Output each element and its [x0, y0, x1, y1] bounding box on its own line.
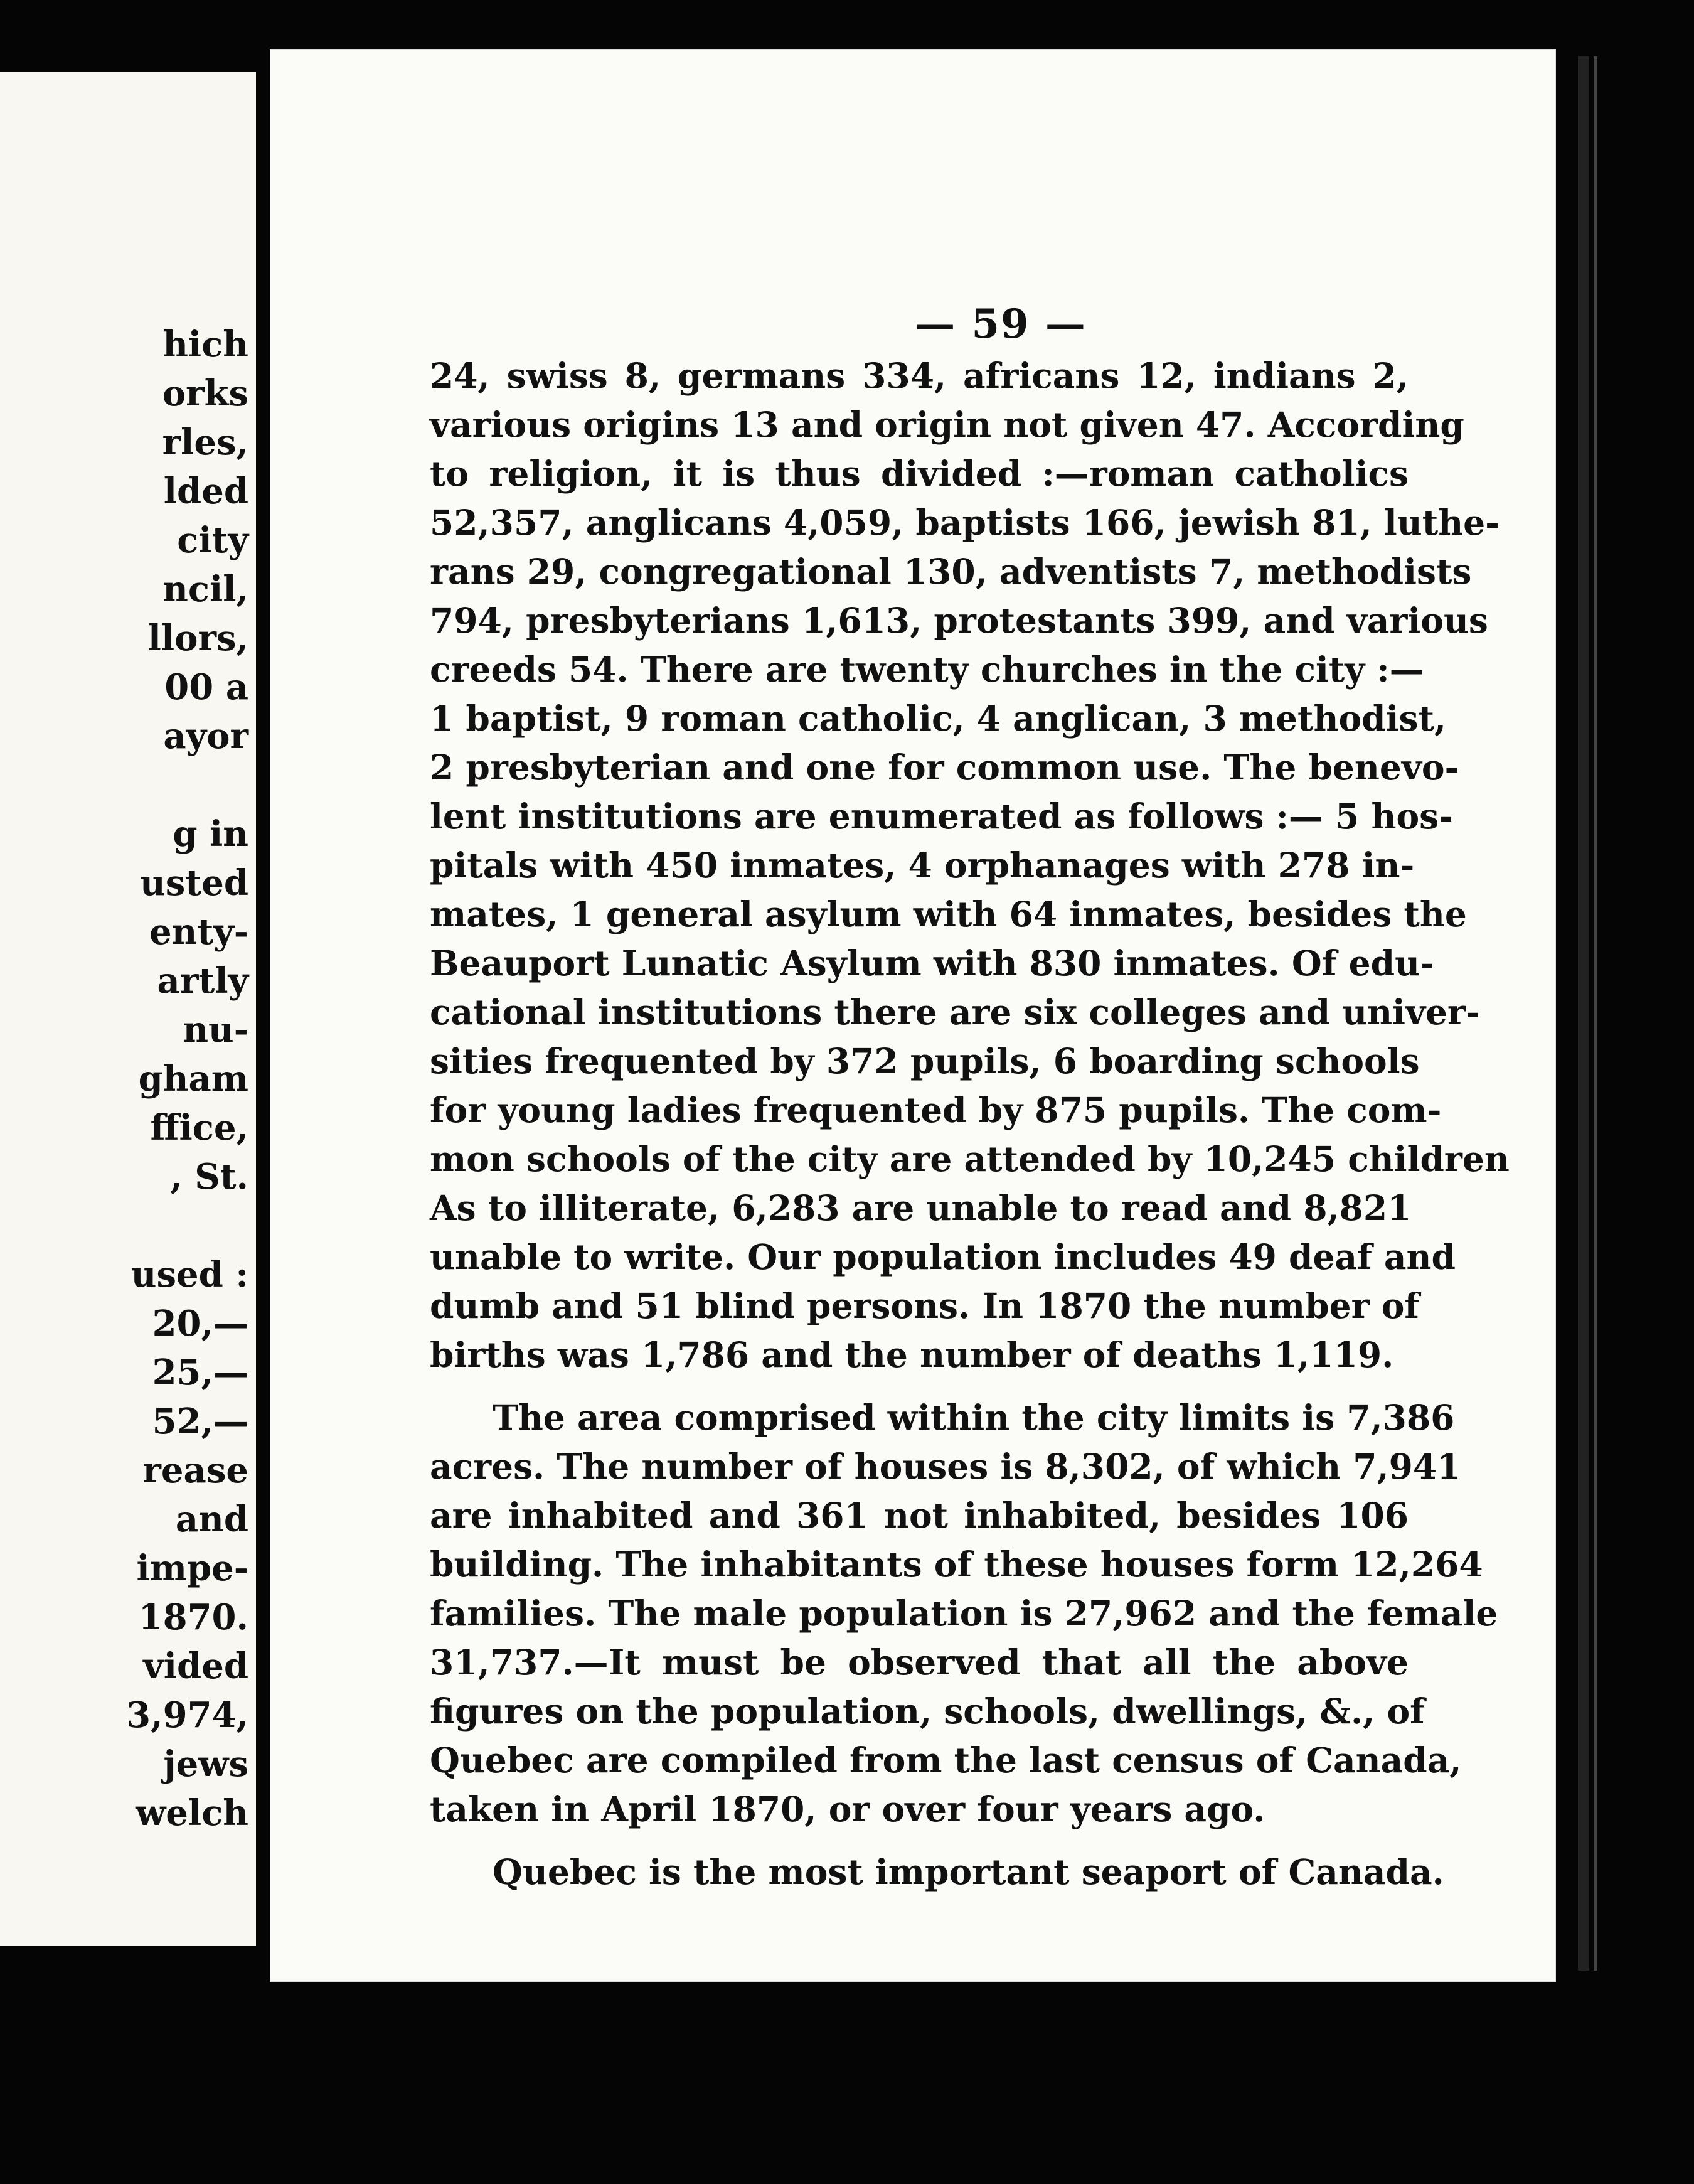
binding-edge [1578, 56, 1589, 1971]
text-line: cational institutions there are six colleges and univer- [430, 992, 1480, 1032]
text-line: families. The male population is 27,962 and the female [430, 1593, 1498, 1634]
text-line: sities frequented by 372 pupils, 6 boarding schools [430, 1041, 1420, 1081]
text-line: various origins 13 and origin not given 47. According [430, 404, 1464, 445]
left-page-line: 3,974, [126, 1694, 248, 1736]
left-page-line: lded [163, 471, 248, 512]
left-page-line: 25,— [152, 1352, 248, 1393]
left-page-line: rease [142, 1450, 248, 1491]
text-line: for young ladies frequented by 875 pupils. The com- [430, 1089, 1442, 1130]
text-line: mates, 1 general asylum with 64 inmates, besides the [430, 894, 1467, 934]
text-line: acres. The number of houses is 8,302, of which 7,941 [430, 1446, 1461, 1487]
text-line: pitals with 450 inmates, 4 orphanages with 278 in- [430, 845, 1415, 886]
main-text-block [430, 300, 1510, 1897]
left-page-line: impe- [136, 1548, 248, 1589]
left-page-line: ncil, [162, 569, 248, 610]
left-page-fragment [0, 72, 256, 1946]
text-line: Beauport Lunatic Asylum with 830 inmates. Of edu- [430, 943, 1434, 983]
text-line: The area comprised within the city limits is 7,386 [493, 1397, 1455, 1438]
left-page-line: llors, [147, 618, 248, 659]
text-line: 794, presbyterians 1,613, protestants 399, and various [430, 600, 1488, 641]
left-page-line: orks [162, 373, 248, 414]
left-page-line: 1870. [138, 1597, 248, 1638]
left-page-line: hich [162, 324, 248, 365]
text-line: figures on the population, schools, dwellings, &., of [430, 1691, 1425, 1732]
left-page-line: ayor [163, 715, 248, 757]
text-line: unable to write. Our population includes 49 deaf and [430, 1236, 1456, 1277]
paragraph-2 [430, 1393, 1498, 1834]
left-page-line: welch [136, 1792, 248, 1834]
text-line: Quebec are compiled from the last census of Canada, [430, 1740, 1462, 1780]
text-line: 52,357, anglicans 4,059, baptists 166, jewish 81, luthe- [430, 502, 1500, 543]
left-page-line: 52,— [152, 1401, 248, 1442]
left-page-line: nu- [183, 1009, 248, 1051]
left-page-line: usted [140, 862, 248, 904]
text-line: 24, swiss 8, germans 334, africans 12, indians 2, [430, 355, 1409, 396]
left-page-line: jews [163, 1743, 248, 1785]
text-line: taken in April 1870, or over four years ago. [430, 1789, 1265, 1829]
left-page-line: vided [143, 1646, 248, 1687]
text-line: lent institutions are enumerated as follows :— 5 hos- [430, 796, 1453, 837]
left-page-line: g in [173, 813, 248, 855]
left-page-line: , St. [170, 1156, 248, 1197]
text-line: to religion, it is thus divided :—roman catholics [430, 453, 1409, 494]
text-line: births was 1,786 and the number of deaths 1,119. [430, 1334, 1394, 1375]
left-page-line: and [175, 1499, 248, 1540]
paragraph-1 [430, 351, 1510, 1379]
text-line: are inhabited and 361 not inhabited, besides 106 [430, 1495, 1409, 1536]
left-page-line: enty- [149, 911, 248, 953]
text-line: dumb and 51 blind persons. In 1870 the number of [430, 1285, 1420, 1326]
text-line: rans 29, congregational 130, adventists 7, methodists [430, 551, 1472, 592]
text-line: 1 baptist, 9 roman catholic, 4 anglican, 3 methodist, [430, 698, 1447, 739]
left-page-line: artly [157, 960, 248, 1002]
text-line: Quebec is the most important seaport of Canada. [493, 1851, 1444, 1892]
text-line: building. The inhabitants of these houses form 12,264 [430, 1544, 1483, 1585]
text-line: creeds 54. There are twenty churches in the city :— [430, 649, 1424, 690]
text-line: mon schools of the city are attended by 10,245 children [430, 1138, 1510, 1179]
left-page-line: rles, [162, 422, 248, 463]
left-page-line: 00 a [164, 666, 248, 708]
left-page-line: used : [131, 1254, 248, 1295]
text-line: 2 presbyterian and one for common use. The benevo- [430, 747, 1459, 788]
binding-edge-shadow [1594, 56, 1597, 1971]
left-page-line: city [177, 520, 248, 561]
left-page-line: 20,— [152, 1303, 248, 1344]
text-line: 31,737.—It must be observed that all the above [430, 1642, 1409, 1683]
page-number: — 59 — [915, 301, 1087, 348]
text-line: As to illiterate, 6,283 are unable to read and 8,821 [430, 1187, 1412, 1228]
paragraph-3 [430, 1848, 1444, 1897]
left-page-line: gham [138, 1058, 248, 1100]
main-page [270, 49, 1556, 1982]
left-page-line: ffice, [150, 1107, 248, 1148]
left-page-text-column [126, 320, 248, 1838]
